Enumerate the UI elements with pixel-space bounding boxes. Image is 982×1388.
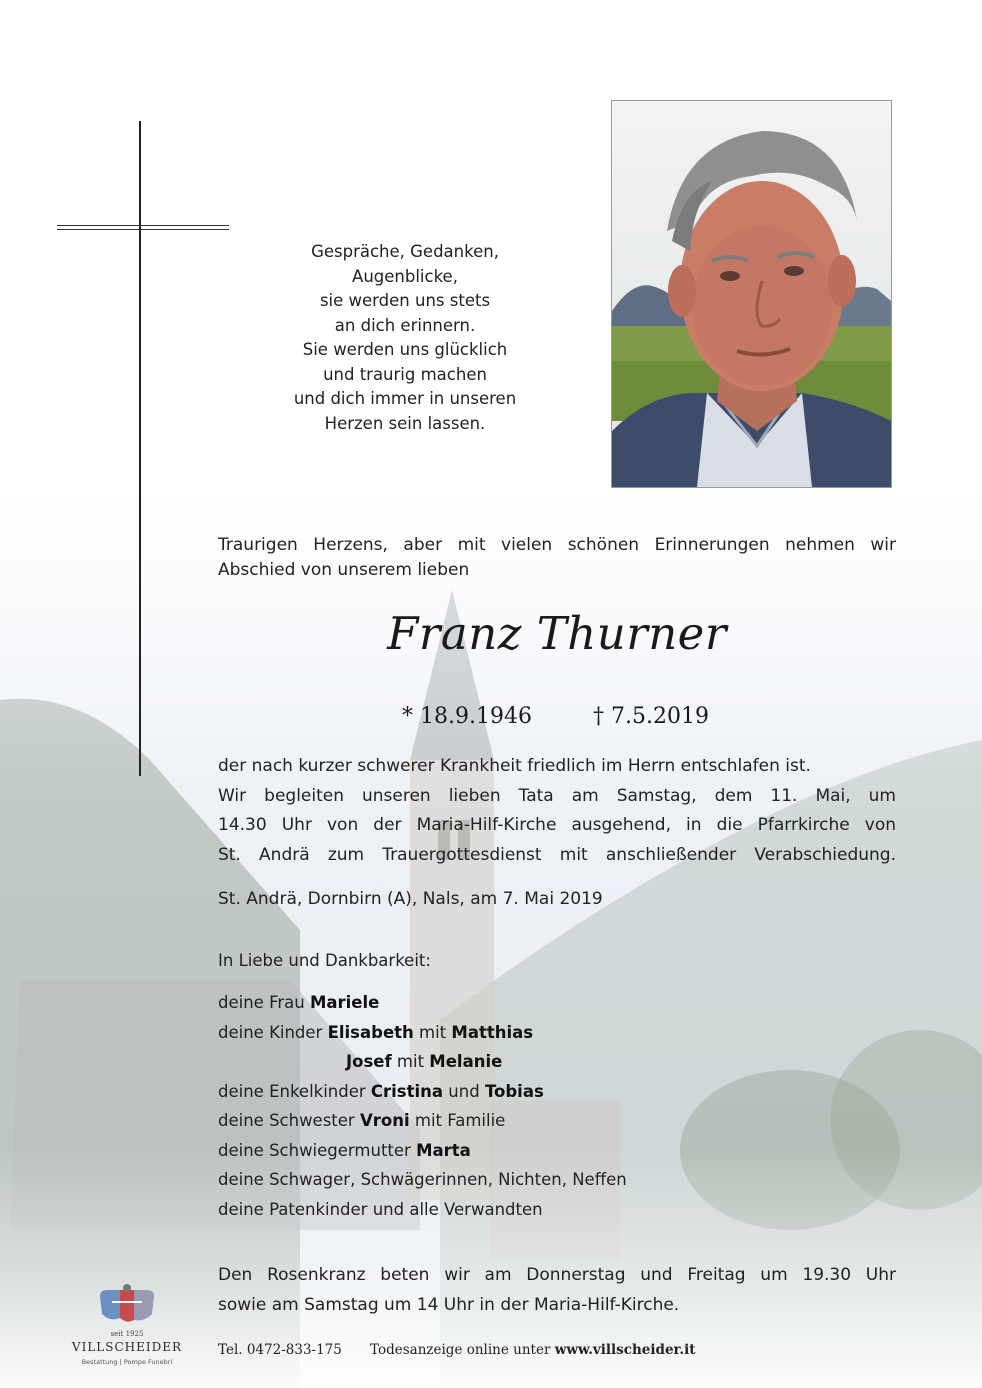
announcement-line: St. Andrä zum Trauergottesdienst mit anschließender Verabschiedung. bbox=[218, 844, 896, 865]
mourners-heading: In Liebe und Dankbarkeit: bbox=[218, 951, 431, 970]
mourners-list bbox=[218, 988, 896, 1224]
mourner-row-wife bbox=[218, 988, 896, 1018]
footer bbox=[218, 1338, 896, 1362]
intro-line: Abschied von unserem lieben bbox=[218, 560, 470, 580]
connector-text: mit bbox=[413, 1022, 452, 1042]
mourner-row-children-2 bbox=[218, 1047, 896, 1077]
logo-brand: VILLSCHEIDER bbox=[71, 1340, 183, 1354]
online-label: Todesanzeige online unter bbox=[370, 1342, 555, 1358]
poem-line: sie werden uns stets bbox=[319, 291, 491, 310]
relation-label: deine Frau bbox=[218, 993, 310, 1012]
mourner-name: Cristina bbox=[370, 1081, 444, 1101]
connector-text: und bbox=[443, 1081, 485, 1101]
mourner-row-grandchildren bbox=[218, 1077, 896, 1107]
phone-number: Tel. 0472-833-175 bbox=[218, 1342, 342, 1358]
poem-line: und dich immer in unseren bbox=[293, 389, 517, 408]
connector-text: mit bbox=[391, 1052, 430, 1071]
birth-date: * 18.9.1946 bbox=[402, 704, 532, 729]
cross-horizontal-bar-lower bbox=[57, 229, 229, 230]
website-link[interactable]: www.villscheider.it bbox=[554, 1342, 696, 1358]
announcement-line: der nach kurzer schwerer Krankheit friedlich im Herrn entschlafen ist. bbox=[218, 756, 811, 776]
poem bbox=[250, 240, 560, 436]
announcement-line: 14.30 Uhr von der Maria-Hilf-Kirche ausgehend, in die Pfarrkirche von bbox=[218, 815, 896, 835]
mourner-row-in-laws: deine Schwager, Schwägerinnen, Nichten, Neffen bbox=[218, 1170, 627, 1189]
funeral-home-logo bbox=[62, 1282, 192, 1372]
poem-line: an dich erinnern. bbox=[334, 315, 476, 335]
coat-of-arms-icon bbox=[62, 1282, 192, 1330]
logo-subtitle: Bestattung | Pompe Funebri bbox=[81, 1358, 173, 1366]
announcement-text bbox=[218, 752, 896, 870]
mourner-name: Mariele bbox=[309, 993, 380, 1012]
relation-label: deine Schwiegermutter bbox=[218, 1140, 417, 1160]
poem-line: und traurig machen bbox=[323, 364, 487, 384]
mourner-name: Melanie bbox=[429, 1052, 503, 1071]
intro-text bbox=[218, 533, 896, 583]
poem-line: Gespräche, Gedanken, bbox=[311, 242, 499, 261]
poem-line: Sie werden uns glücklich bbox=[302, 340, 508, 359]
mourner-name: Marta bbox=[416, 1140, 471, 1160]
online-notice bbox=[370, 1338, 695, 1362]
mourner-name: Vroni bbox=[359, 1111, 410, 1130]
mourner-name: Elisabeth bbox=[327, 1022, 414, 1042]
connector-text: mit Familie bbox=[409, 1111, 506, 1130]
place-and-date: St. Andrä, Dornbirn (A), Nals, am 7. Mai 2019 bbox=[218, 889, 603, 909]
deceased-name: Franz Thurner bbox=[387, 607, 727, 660]
rosary-line: sowie am Samstag um 14 Uhr in der Maria-Hilf-Kirche. bbox=[218, 1294, 680, 1315]
poem-line: Herzen sein lassen. bbox=[324, 413, 486, 433]
mourner-name: Tobias bbox=[484, 1081, 544, 1101]
relation-label: deine Schwester bbox=[218, 1111, 360, 1130]
relation-label: deine Enkelkinder bbox=[218, 1081, 371, 1101]
logo-since: seit 1925 bbox=[110, 1330, 144, 1338]
rosary-line: Den Rosenkranz beten wir am Donnerstag und Freitag um 19.30 Uhr bbox=[218, 1265, 896, 1285]
mourner-name: Matthias bbox=[451, 1022, 534, 1042]
portrait-photo bbox=[611, 100, 892, 488]
relation-label: deine Kinder bbox=[218, 1022, 328, 1042]
rosary-notice bbox=[218, 1261, 896, 1320]
death-date: † 7.5.2019 bbox=[593, 704, 709, 729]
life-dates bbox=[218, 700, 896, 734]
mourner-row-mother-in-law bbox=[218, 1136, 896, 1166]
announcement-line: Wir begleiten unseren lieben Tata am Samstag, dem 11. Mai, um bbox=[218, 785, 896, 806]
intro-line: Traurigen Herzens, aber mit vielen schönen Erinnerungen nehmen wir bbox=[218, 535, 896, 555]
mourner-row-godchildren: deine Patenkinder und alle Verwandten bbox=[218, 1199, 543, 1219]
poem-line: Augenblicke, bbox=[352, 266, 458, 286]
cross-horizontal-bar-upper bbox=[57, 225, 229, 226]
cross-vertical-bar bbox=[139, 121, 141, 776]
mourner-name: Josef bbox=[346, 1052, 392, 1071]
mourner-row-children bbox=[218, 1018, 896, 1048]
mourner-row-sister bbox=[218, 1106, 896, 1136]
